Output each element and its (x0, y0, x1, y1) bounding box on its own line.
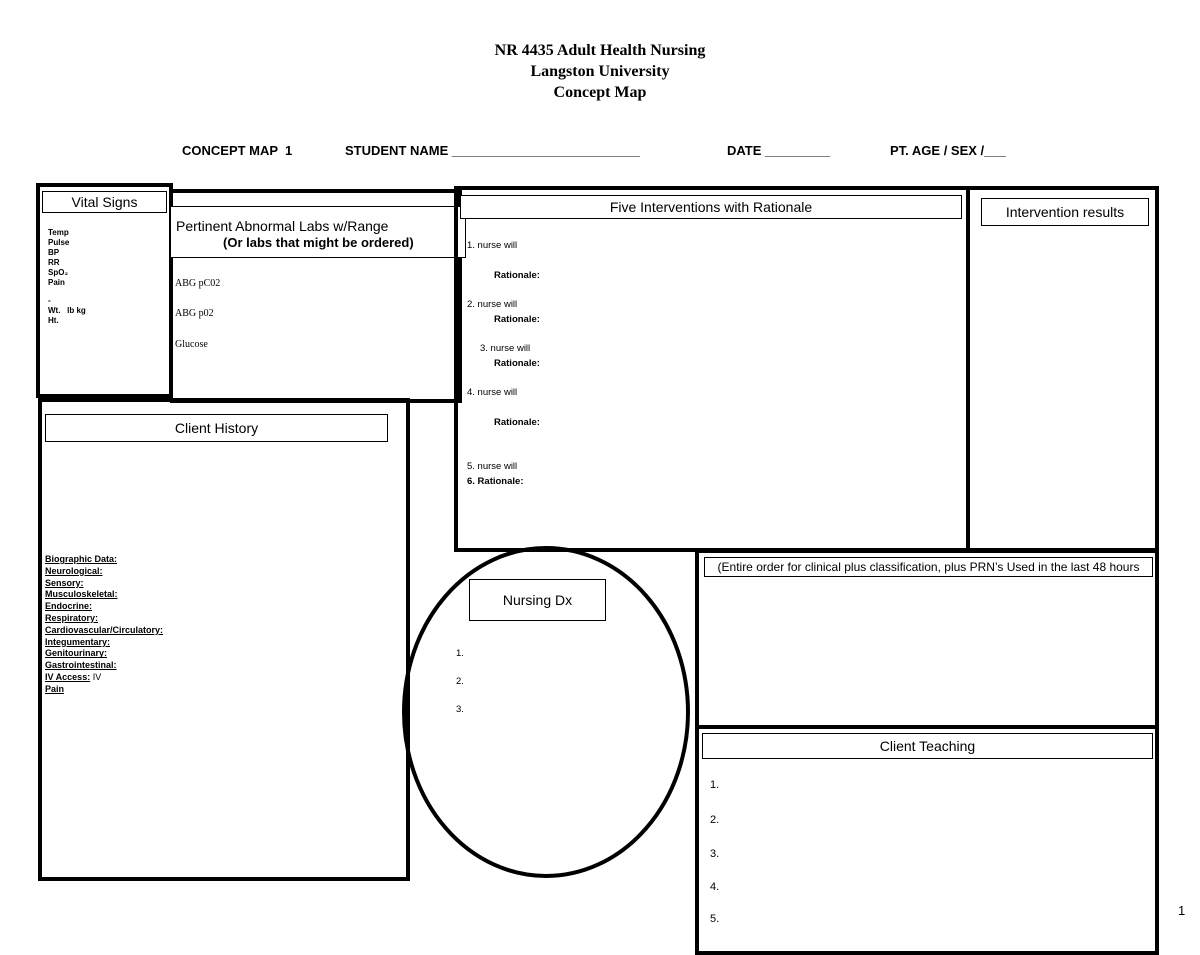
teaching-1: 1. (710, 779, 720, 791)
history-pain: Pain (45, 683, 65, 694)
client-history-list (45, 554, 345, 696)
vital-signs-list (48, 228, 163, 326)
rationale-3: Rationale: (494, 358, 540, 369)
nursing-dx-1: 1. (456, 648, 464, 659)
teaching-2: 2. (710, 814, 720, 826)
intervention-5: 5. nurse will (467, 461, 518, 472)
date-field: DATE _________ (727, 143, 831, 158)
vital-temp: Temp (48, 228, 69, 237)
labs-title: Pertinent Abnormal Labs w/Range (176, 218, 389, 234)
vital-separator: - (48, 296, 51, 305)
nursing-dx-3: 3. (456, 704, 464, 715)
lab-abg-pco2: ABG pC02 (175, 278, 221, 289)
document-title: NR 4435 Adult Health Nursing (494, 42, 706, 59)
history-iv-access: IV Access: (45, 671, 91, 682)
lab-glucose: Glucose (175, 339, 208, 350)
history-respiratory: Respiratory: (45, 612, 99, 623)
vital-bp: BP (48, 248, 60, 257)
university-name: Langston University (530, 63, 670, 80)
intervention-2: 2. nurse will (467, 299, 518, 310)
history-neurological: Neurological: (45, 565, 103, 576)
history-sensory: Sensory: (45, 577, 84, 588)
teaching-3: 3. (710, 848, 720, 860)
rationale-6: 6. Rationale: (467, 476, 524, 487)
vital-signs-title: Vital Signs (42, 191, 167, 213)
history-integumentary: Integumentary: (45, 636, 111, 647)
teaching-5: 5. (710, 913, 720, 925)
teaching-4: 4. (710, 881, 720, 893)
nursing-dx-title: Nursing Dx (469, 579, 606, 621)
history-iv-value: IV (90, 671, 102, 682)
history-cardiovascular: Cardiovascular/Circulatory: (45, 624, 164, 635)
rationale-4: Rationale: (494, 417, 540, 428)
vital-weight: Wt. lb kg (48, 306, 86, 315)
vital-pulse: Pulse (48, 238, 70, 247)
orders-title: (Entire order for clinical plus classification, plus PRN’s Used in the last 48 hours (704, 557, 1153, 577)
history-gastrointestinal: Gastrointestinal: (45, 660, 117, 671)
client-teaching-title: Client Teaching (702, 733, 1153, 759)
concept-map-number: CONCEPT MAP 1 (182, 143, 293, 158)
rationale-2: Rationale: (494, 314, 540, 325)
lab-abg-po2: ABG p02 (175, 308, 214, 319)
rationale-1: Rationale: (494, 270, 540, 281)
labs-title-box (170, 206, 466, 258)
nursing-dx-2: 2. (456, 676, 464, 687)
client-teaching-box (695, 725, 1159, 955)
intervention-1: 1. nurse will (467, 240, 518, 251)
labs-subtitle: (Or labs that might be ordered) (223, 235, 414, 250)
history-iv-access-row (45, 672, 345, 684)
vital-spo2: SpO₂ (48, 268, 68, 277)
page-number: 1 (1178, 903, 1186, 918)
student-name-field: STUDENT NAME __________________________ (345, 143, 640, 158)
intervention-results-box (966, 186, 1159, 552)
intervention-results-title: Intervention results (981, 198, 1149, 226)
vital-rr: RR (48, 258, 60, 267)
interventions-title: Five Interventions with Rationale (460, 195, 962, 219)
intervention-3: 3. nurse will (480, 343, 531, 354)
pt-age-sex-field: PT. AGE / SEX /___ (890, 143, 1006, 158)
vital-height: Ht. (48, 316, 59, 325)
history-biographic: Biographic Data: (45, 554, 118, 564)
document-subtitle: Concept Map (553, 84, 647, 101)
client-history-title: Client History (45, 414, 388, 442)
intervention-4: 4. nurse will (467, 387, 518, 398)
history-endocrine: Endocrine: (45, 601, 93, 612)
history-genitourinary: Genitourinary: (45, 648, 108, 659)
interventions-box (454, 186, 970, 552)
vital-pain: Pain (48, 278, 65, 287)
history-musculoskeletal: Musculoskeletal: (45, 589, 118, 600)
